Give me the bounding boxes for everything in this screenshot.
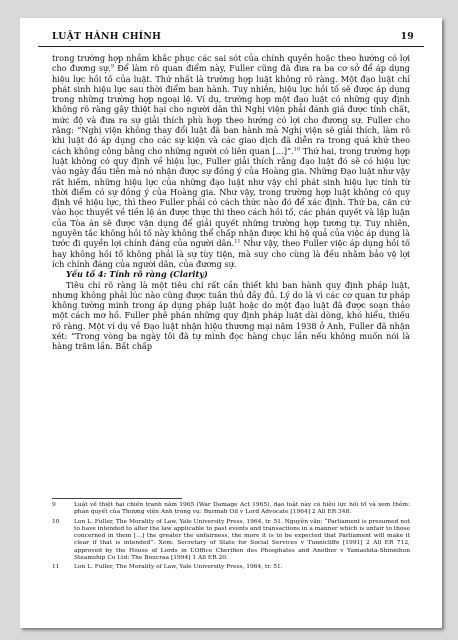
paragraph-1-part-d: Như vậy, theo Fuller việc áp dụng hồi tố hay không hồi tố không phải là sự tùy tiện, mà suy cho cùng là đều nhằm bảo vệ lợi ích chính đáng của người dân, của đương sự.	[52, 238, 411, 269]
footnote-number: 10	[52, 518, 60, 525]
section-heading: Yếu tố 4: Tính rõ ràng (Clarity)	[66, 269, 208, 280]
body-text	[52, 53, 410, 352]
footnote-divider	[52, 498, 182, 499]
footnotes	[52, 502, 410, 574]
footnote	[52, 502, 410, 517]
paragraph-2: Tiêu chí rõ ràng là một tiêu chí rất cần thiết khi ban hành quy định pháp luật, nhưng không phải lúc nào cũng được tuân thủ đầy đủ. Lý do là vì các cơ quan tư pháp không tường minh trong áp dụng pháp luật hoặc do một đạo luật đã được soạn thảo một cách mơ hồ. Fuller phê phán những quy định pháp luật dài dòng, khó hiểu, thiếu rõ ràng. Một ví dụ về Đạo luật nhận hiệu thương mại năm 1938 ở Anh, Fuller đã nhận xét: “Trong vòng ba ngày tôi đã tự mình đọc hàng chục lần nếu không muốn nói là hàng trăm lần. Bất chấp	[52, 279, 410, 352]
document-page	[20, 18, 442, 628]
footnote	[52, 564, 410, 571]
footnote-ref-9: 9	[110, 63, 115, 70]
paragraph-1	[52, 53, 410, 269]
footnote-text: Lon L. Fuller, The Morality of Law, Yale University Press, 1964, tr. 51. Nguyên văn: “Parliament is presumed not to have intended to alter the law applicable to past events and transactions in a manner which is unfair to those concerned in them […] the greater the unfairness, the more it is to be expected that Parliament will make it clear if that is intended”. Xem: Secretary of State for Social Services v Tunnicliffe [1991] 2 All ER 712, approved by the House of Lords in L’Office Cherifien des Phosphates and Another v Yamashita-Shinnihon Steamship Co Ltd: The Boucraa [1994] 1 All ER 20.	[74, 518, 410, 562]
footnote-ref-10: 10	[293, 145, 301, 152]
footnote-number: 9	[52, 502, 56, 508]
footnote-text: Luật về thiệt hại chiến tranh năm 1965 (War Damage Act 1965), đạo luật này có hiệu lực hồi tố và xem thêm: phán quyết của Thượng viện Anh trong vụ: Burmah Oil v Lord Advocate [1964] 2 All ER 348.	[74, 502, 410, 516]
running-header	[38, 29, 424, 47]
footnote	[52, 519, 410, 563]
paragraph-1-part-b: Để làm rõ quan điểm này, Fuller cũng đã đưa ra ba cơ sở để áp dụng hiệu lực hồi tố của luật. Thứ nhất là trường hợp luật không rõ ràng. Một đạo luật chỉ phát sinh hiệu lực sau thời điểm ban hành. Tuy nhiên, hiệu lực hồi tố sẽ được áp dụng trong những trường hợp ngoại lệ. Ví dụ, trường hợp một đạo luật có những quy định không rõ ràng gây thiệt hại cho người dân thì Nghị viện phải đánh giá được tính chất, mức độ và đưa ra sự giải thích phù hợp theo hướng có lợi cho đương sự. Fuller cho rằng: “Nghị viện không thay đổi luật đã ban hành mà Nghị viện sẽ giải thích, làm rõ khi luật đó áp dụng cho các sự kiện và các giao dịch đã diễn ra trong quá khứ theo cách không công bằng cho những người có liên quan […]”.	[52, 63, 410, 156]
footnote-text: Lon L. Fuller, The Morality of Law, Yale University Press, 1964, tr. 51.	[74, 564, 283, 571]
paragraph-1-part-c: Thứ hai, trong trường hợp luật không có quy định về hiệu lực, Fuller giải thích rằng đạo luật đó sẽ có hiệu lực vào ngày đầu tiên mà nó nhận được sự đồng ý của Hoàng gia. Những Đạo luật như vậy rất hiếm, những hiệu lực của những đạo luật như vậy chỉ phát sinh hiệu lực tính từ thời điểm có sự đồng ý của Hoàng gia. Như vậy, trong trường hợp luật không có quy định về hiệu lực, thì theo Fuller phải có cách thức nào đó để xác định. Thứ ba, căn cứ vào học thuyết về tiền lệ án được thực thi theo cách hồi tố, các phán quyết và lập luận của Tòa án sẽ được vận dụng để giải quyết những trường hợp tương tự. Tuy nhiên, nguyên tắc không hồi tố này không thể chấp nhận được khi hệ quả của việc áp dụng là tước đi quyền lợi chính đáng của người dân.	[52, 145, 410, 249]
page-number: 19	[400, 31, 414, 42]
paragraph-1-part-a: trong trường hợp nhầm khắc phục các sai sót của chính quyền hoặc theo hướng có lợi cho đương sự.	[52, 53, 410, 74]
footnote-ref-11: 11	[234, 238, 241, 245]
footnote-number: 11	[52, 564, 60, 571]
header-title: LUẬT HÀNH CHÍNH	[52, 31, 162, 42]
